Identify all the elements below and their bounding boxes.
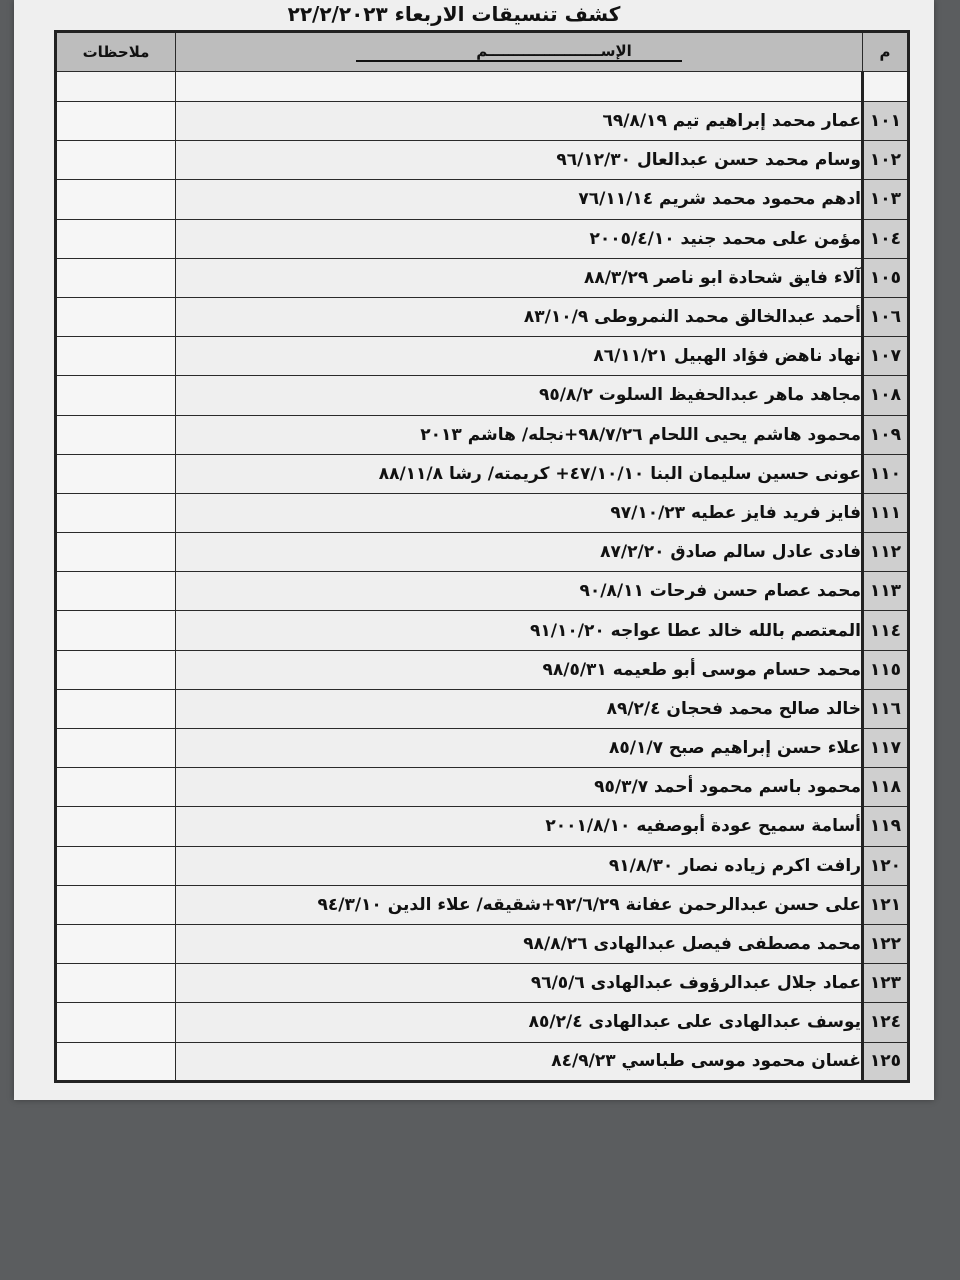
document-title: كشف تنسيقات الاربعاء ٢٢/٢/٢٠٢٣ <box>287 2 621 26</box>
table-row <box>56 729 909 768</box>
row-number: ١١٠ <box>863 454 909 493</box>
row-notes <box>56 729 176 768</box>
table-row <box>56 611 909 650</box>
paper-sheet <box>14 0 934 1100</box>
row-number: ١٢٣ <box>863 964 909 1003</box>
names-table <box>54 30 910 1083</box>
row-number: ١٠٨ <box>863 376 909 415</box>
table-row <box>56 689 909 728</box>
row-notes <box>56 807 176 846</box>
row-notes <box>56 454 176 493</box>
table-row <box>56 885 909 924</box>
column-header-name <box>176 32 863 72</box>
row-number: ١٠٦ <box>863 297 909 336</box>
table-row <box>56 180 909 219</box>
row-name: نهاد ناهض فؤاد الهبيل ٨٦/١١/٢١ <box>176 337 863 376</box>
blank-row <box>56 72 909 102</box>
row-name: مؤمن على محمد جنيد ٢٠٠٥/٤/١٠ <box>176 219 863 258</box>
row-number: ١٢٤ <box>863 1003 909 1042</box>
table-row <box>56 768 909 807</box>
row-notes <box>56 572 176 611</box>
row-name: فادى عادل سالم صادق ٨٧/٢/٢٠ <box>176 533 863 572</box>
row-name: على حسن عبدالرحمن عفانة ٩٢/٦/٢٩+شقيقه/ علاء الدين ٩٤/٣/١٠ <box>176 885 863 924</box>
row-notes <box>56 768 176 807</box>
row-number: ١٠٧ <box>863 337 909 376</box>
table-row <box>56 650 909 689</box>
row-notes <box>56 1042 176 1081</box>
row-notes <box>56 689 176 728</box>
row-notes <box>56 846 176 885</box>
column-header-number: م <box>863 32 909 72</box>
row-notes <box>56 415 176 454</box>
row-number: ١٠٩ <box>863 415 909 454</box>
row-name: خالد صالح محمد فحجان ٨٩/٢/٤ <box>176 689 863 728</box>
row-number: ١٢٠ <box>863 846 909 885</box>
row-number: ١١٥ <box>863 650 909 689</box>
table-row <box>56 219 909 258</box>
row-name: رافت اكرم زياده نصار ٩١/٨/٣٠ <box>176 846 863 885</box>
table-row <box>56 297 909 336</box>
row-number: ١٠٤ <box>863 219 909 258</box>
row-number: ١٠٣ <box>863 180 909 219</box>
table-row <box>56 807 909 846</box>
row-notes <box>56 493 176 532</box>
table-row <box>56 376 909 415</box>
row-number: ١٢٢ <box>863 924 909 963</box>
table-row <box>56 141 909 180</box>
row-name: المعتصم بالله خالد عطا عواجه ٩١/١٠/٢٠ <box>176 611 863 650</box>
table-row <box>56 924 909 963</box>
column-header-notes: ملاحظات <box>56 32 176 72</box>
column-header-name-label: الإســــــــــــــــــــــم <box>356 42 682 62</box>
row-name: عونى حسين سليمان البنا ٤٧/١٠/١٠+ كريمته/ رشا ٨٨/١١/٨ <box>176 454 863 493</box>
row-number: ١٢٥ <box>863 1042 909 1081</box>
row-notes <box>56 180 176 219</box>
row-notes <box>56 337 176 376</box>
row-name: غسان محمود موسى طباسي ٨٤/٩/٢٣ <box>176 1042 863 1081</box>
row-name: ادهم محمود محمد شريم ٧٦/١١/١٤ <box>176 180 863 219</box>
row-notes <box>56 102 176 141</box>
row-name: آلاء فايق شحادة ابو ناصر ٨٨/٣/٢٩ <box>176 258 863 297</box>
row-name: عماد جلال عبدالرؤوف عبدالهادى ٩٦/٥/٦ <box>176 964 863 1003</box>
row-name: محمد عصام حسن فرحات ٩٠/٨/١١ <box>176 572 863 611</box>
table-row <box>56 102 909 141</box>
row-number: ١١١ <box>863 493 909 532</box>
row-name: يوسف عبدالهادى على عبدالهادى ٨٥/٢/٤ <box>176 1003 863 1042</box>
blank-cell <box>56 72 176 102</box>
row-notes <box>56 219 176 258</box>
row-number: ١١٣ <box>863 572 909 611</box>
row-notes <box>56 885 176 924</box>
table-row <box>56 493 909 532</box>
row-name: أحمد عبدالخالق محمد النمروطى ٨٣/١٠/٩ <box>176 297 863 336</box>
row-name: محمود باسم محمود أحمد ٩٥/٣/٧ <box>176 768 863 807</box>
table-header-row <box>56 32 909 72</box>
row-notes <box>56 297 176 336</box>
blank-cell <box>863 72 909 102</box>
row-notes <box>56 650 176 689</box>
row-number: ١١٤ <box>863 611 909 650</box>
row-notes <box>56 1003 176 1042</box>
table-row <box>56 846 909 885</box>
blank-cell <box>176 72 863 102</box>
row-number: ١٠٢ <box>863 141 909 180</box>
table-row <box>56 572 909 611</box>
row-name: أسامة سميح عودة أبوصفيه ٢٠٠١/٨/١٠ <box>176 807 863 846</box>
row-number: ١٢١ <box>863 885 909 924</box>
table-row <box>56 1003 909 1042</box>
row-number: ١١٨ <box>863 768 909 807</box>
row-name: محمود هاشم يحيى اللحام ٩٨/٧/٢٦+نجله/ هاشم ٢٠١٣ <box>176 415 863 454</box>
table-row <box>56 1042 909 1081</box>
row-name: محمد مصطفى فيصل عبدالهادى ٩٨/٨/٢٦ <box>176 924 863 963</box>
table-row <box>56 454 909 493</box>
row-notes <box>56 141 176 180</box>
row-number: ١١٧ <box>863 729 909 768</box>
table-row <box>56 415 909 454</box>
row-name: فايز فريد فايز عطيه ٩٧/١٠/٢٣ <box>176 493 863 532</box>
row-notes <box>56 964 176 1003</box>
row-number: ١٠٥ <box>863 258 909 297</box>
table-row <box>56 337 909 376</box>
row-number: ١١٩ <box>863 807 909 846</box>
table-row <box>56 533 909 572</box>
table-row <box>56 258 909 297</box>
row-notes <box>56 533 176 572</box>
row-notes <box>56 611 176 650</box>
row-number: ١١٢ <box>863 533 909 572</box>
row-number: ١٠١ <box>863 102 909 141</box>
row-notes <box>56 924 176 963</box>
row-name: مجاهد ماهر عبدالحفيظ السلوت ٩٥/٨/٢ <box>176 376 863 415</box>
row-notes <box>56 258 176 297</box>
row-name: وسام محمد حسن عبدالعال ٩٦/١٢/٣٠ <box>176 141 863 180</box>
row-name: عمار محمد إبراهيم تيم ٦٩/٨/١٩ <box>176 102 863 141</box>
row-name: محمد حسام موسى أبو طعيمه ٩٨/٥/٣١ <box>176 650 863 689</box>
row-notes <box>56 376 176 415</box>
row-number: ١١٦ <box>863 689 909 728</box>
table-row <box>56 964 909 1003</box>
row-name: علاء حسن إبراهيم صبح ٨٥/١/٧ <box>176 729 863 768</box>
